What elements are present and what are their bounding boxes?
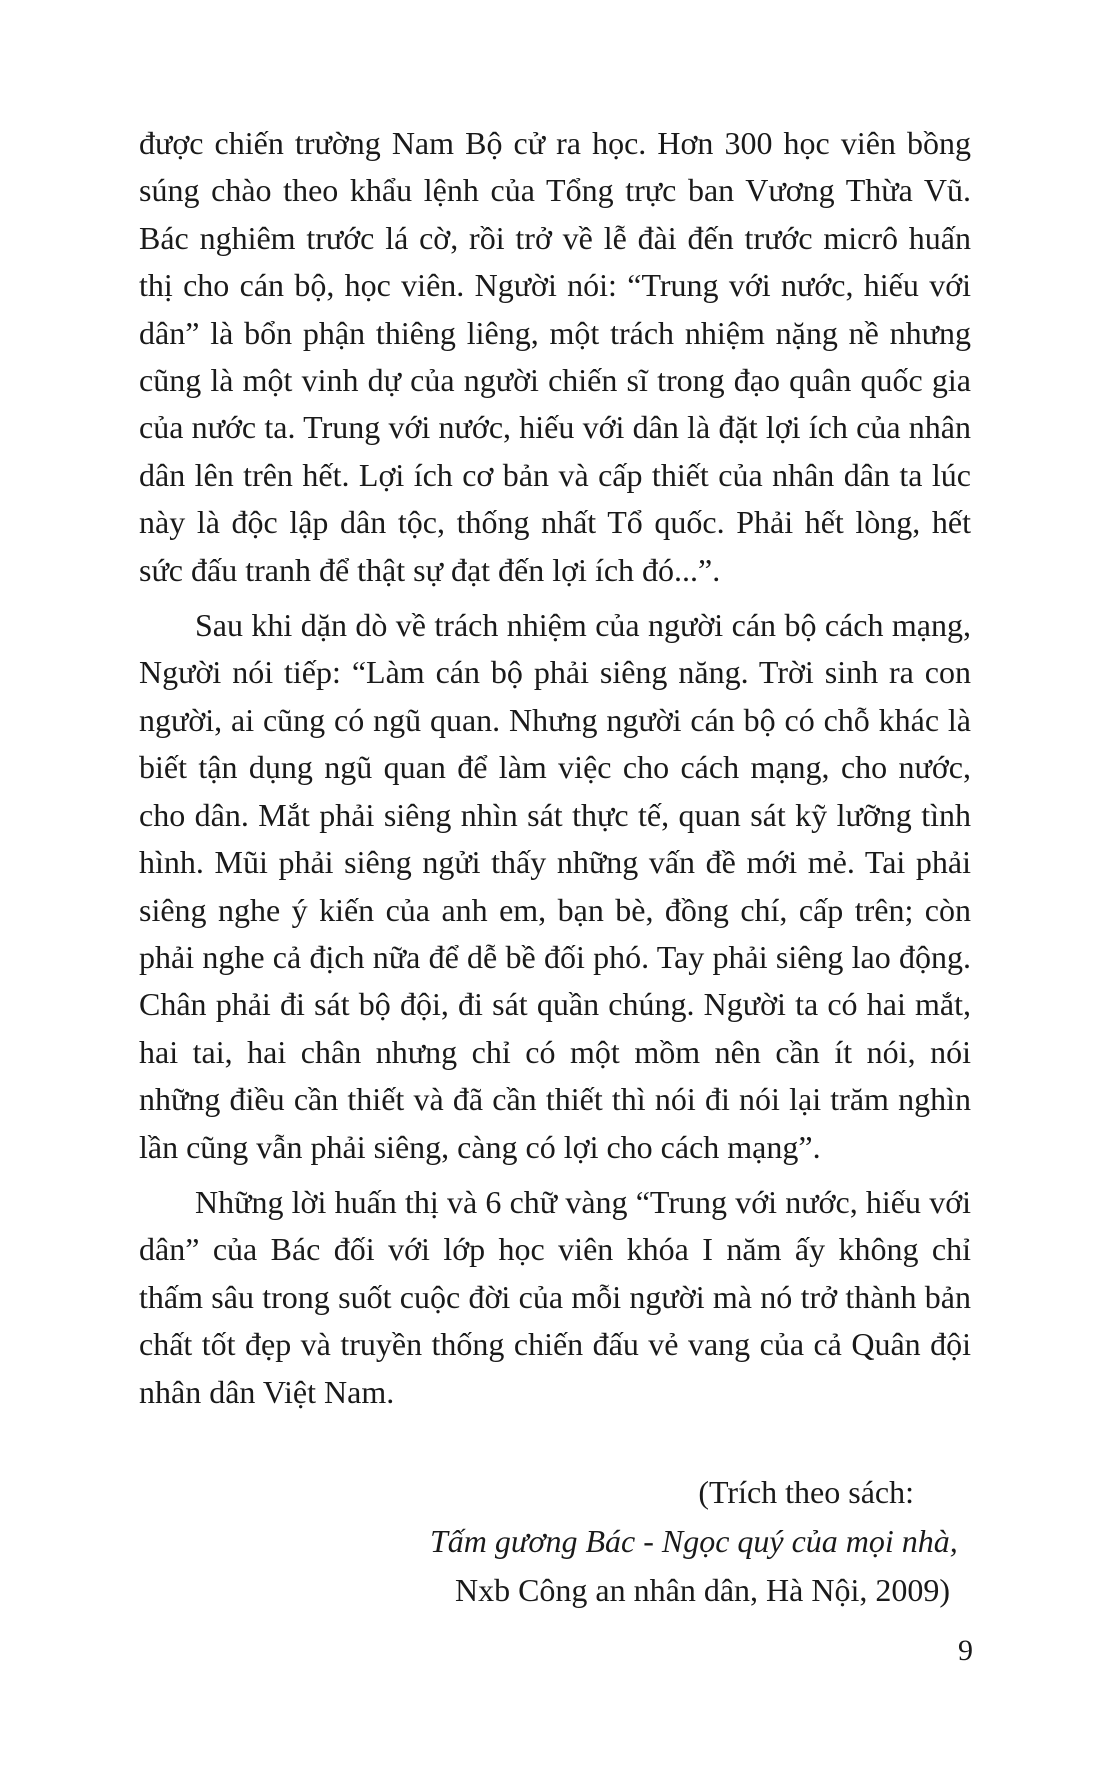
source-citation [430,1468,958,1615]
paragraph-conclusion: Những lời huấn thị và 6 chữ vàng “Trung với nước, hiếu với dân” của Bác đối với lớp học viên khóa I năm ấy không chỉ thấm sâu trong suốt cuộc đời của mỗi người mà nó trở thành bản chất tốt đẹp và truyền thống chiến đấu vẻ vang của cả Quân đội nhân dân Việt Nam. [139,1183,971,1410]
citation-intro: (Trích theo sách: [698,1474,914,1510]
paragraph-instructions: Sau khi dặn dò về trách nhiệm của người cán bộ cách mạng, Người nói tiếp: “Làm cán bộ phải siêng năng. Trời sinh ra con người, ai cũng có ngũ quan. Nhưng người cán bộ có chỗ khác là biết tận dụng ngũ quan để làm việc cho cách mạng, cho nước, cho dân. Mắt phải siêng nhìn sát thực tế, quan sát kỹ lưỡng tình hình. Mũi phải siêng ngửi thấy những vấn đề mới mẻ. Tai phải siêng nghe ý kiến của anh em, bạn bè, đồng chí, cấp trên; còn phải nghe cả địch nữa để dễ bề đối phó. Tay phải siêng lao động. Chân phải đi sát bộ đội, đi sát quần chúng. Người ta có hai mắt, hai tai, hai chân nhưng chỉ có một mồm nên cần ít nói, nói những điều cần thiết và đã cần thiết thì nói đi nói lại trăm nghìn lần cũng vẫn phải siêng, càng có lợi cho cách mạng”. [139,607,971,1165]
page-number: 9 [958,1634,973,1667]
citation-publisher: Nxb Công an nhân dân, Hà Nội, 2009) [454,1572,950,1608]
citation-book-title: Tấm gương Bác - Ngọc quý của mọi nhà, [430,1523,958,1559]
body-text [139,120,971,1424]
paragraph-continued: được chiến trường Nam Bộ cử ra học. Hơn 300 học viên bồng súng chào theo khẩu lệnh của Tổng trực ban Vương Thừa Vũ. Bác nghiêm trước lá cờ, rồi trở về lễ đài đến trước micrô huấn thị cho cán bộ, học viên. Người nói: “Trung với nước, hiếu với dân” là bổn phận thiêng liêng, một trách nhiệm nặng nề nhưng cũng là một vinh dự của người chiến sĩ trong đạo quân quốc gia của nước ta. Trung với nước, hiếu với dân là đặt lợi ích của nhân dân lên trên hết. Lợi ích cơ bản và cấp thiết của nhân dân ta lúc này là độc lập dân tộc, thống nhất Tổ quốc. Phải hết lòng, hết sức đấu tranh để thật sự đạt đến lợi ích đó...”. [139,125,971,588]
